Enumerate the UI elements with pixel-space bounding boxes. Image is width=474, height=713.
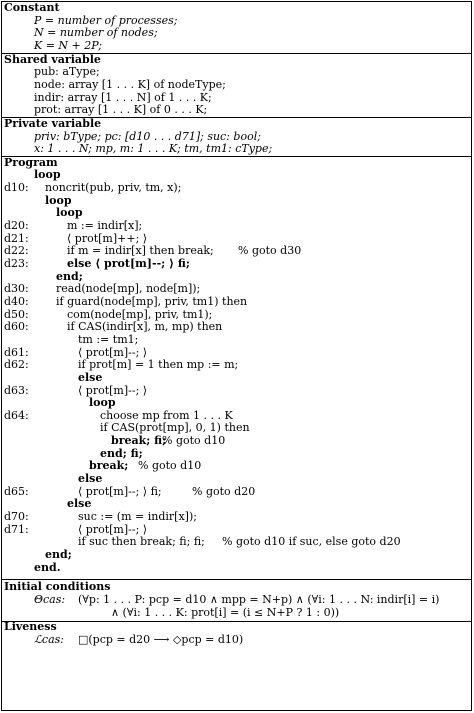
line-label: d40: [4,294,29,308]
program-line: else [78,472,103,486]
section-heading-program: Program [4,155,58,169]
line-label: d23: [4,257,29,270]
program-line: end; [56,269,83,283]
program-line: tm := tm1; [78,332,139,346]
line-label: d30: [4,282,29,296]
program-line: com(node[mp], priv, tm1); [67,307,213,321]
shared-variable-line: indir: array [1 . . . N] of 1 . . . K; [34,90,212,104]
line-label: d22: [4,244,29,258]
program-line: if guard(node[mp], priv, tm1) then [56,294,248,308]
program-comment: % goto d10 if suc, else goto d20 [222,535,401,549]
program-line: end; [45,547,72,561]
line-label: d61: [4,345,29,359]
program-line: choose mp from 1 . . . K [100,408,233,422]
program-line: ⟨ prot[m]--; ⟩ [78,345,148,359]
program-line: loop [45,193,72,207]
line-label: d71: [4,522,29,536]
section-heading-liveness: Liveness [4,620,57,634]
program-line: ⟨ prot[m]++; ⟩ [67,231,148,245]
program-line: end; fi; [100,446,143,460]
section-heading-initial-conditions: Initial conditions [4,580,111,594]
line-label: d63: [4,383,29,397]
constant-line: K = N + 2P; [34,38,102,52]
program-comment: % goto d10 [138,459,202,473]
liveness-formula: □(pcp = d20 ⟶ ◇pcp = d10) [78,632,244,646]
program-line: if suc then break; fi; fi; [78,535,205,549]
initial-condition-line: ∧ (∀i: 1 . . . K: prot[i] = (i ≤ N+P ? 1 : 0)) [111,605,340,619]
program-line: ⟨ prot[m]--; ⟩ fi; [78,484,162,498]
program-line: else [67,497,92,511]
section-heading-shared-variable: Shared variable [4,52,101,66]
program-line: suc := (m = indir[x]); [78,510,197,523]
line-label: d64: [4,408,29,422]
constant-line: N = number of nodes; [34,26,158,40]
section-divider [1,621,472,622]
program-line: if prot[m] = 1 then mp := m; [78,358,239,372]
line-label: d70: [4,510,29,523]
shared-variable-line: prot: array [1 . . . K] of 0 . . . K; [34,103,208,117]
private-variable-line: priv: bType; pc: [d10 . . . d71]; suc: bool; [34,129,261,143]
program-line: ⟨ prot[m]--; ⟩ [78,383,148,397]
line-label: d65: [4,484,29,498]
initial-condition-line: (∀p: 1 . . . P: pcp = d10 ∧ mpp = N+p) ∧ (∀i: 1 . . . N: indir[i] = i) [78,592,440,606]
section-divider [1,156,472,157]
constant-line: P = number of processes; [34,13,178,27]
program-line: else ⟨ prot[m]--; ⟩ fi; [67,257,190,270]
line-label: d62: [4,358,29,372]
liveness-symbol: ℒcas: [34,632,64,646]
program-line: if CAS(prot[mp], 0, 1) then [100,421,250,435]
program-line: noncrit(pub, priv, tm, x); [45,181,182,195]
program-line: if CAS(indir[x], m, mp) then [67,320,223,334]
shared-variable-line: pub: aType; [34,65,100,79]
program-line: loop [34,168,61,182]
line-label: d20: [4,219,29,233]
private-variable-line: x: 1 . . . N; mp, m: 1 . . . K; tm, tm1: cType; [34,142,273,156]
line-label: d50: [4,307,29,321]
program-comment: % goto d10 [162,434,226,448]
program-line: m := indir[x]; [67,219,143,233]
program-line: read(node[mp], node[m]); [56,282,201,296]
line-label: d60: [4,320,29,334]
program-line: break; fi; [111,434,167,448]
program-line: end. [34,560,61,574]
program-line: break; [89,459,129,473]
line-label: d21: [4,231,29,245]
program-comment: % goto d30 [238,244,302,258]
program-line: ⟨ prot[m]--; ⟩ [78,522,148,536]
theta-symbol: Θcas: [34,592,66,606]
program-line: if m = indir[x] then break; [67,244,214,258]
program-line: loop [89,396,116,410]
program-line: else [78,370,103,384]
section-heading-private-variable: Private variable [4,116,102,130]
program-line: loop [56,206,83,220]
shared-variable-line: node: array [1 . . . K] of nodeType; [34,77,226,91]
section-heading-constant: Constant [4,1,60,14]
program-comment: % goto d20 [192,484,256,498]
line-label: d10: [4,181,29,195]
